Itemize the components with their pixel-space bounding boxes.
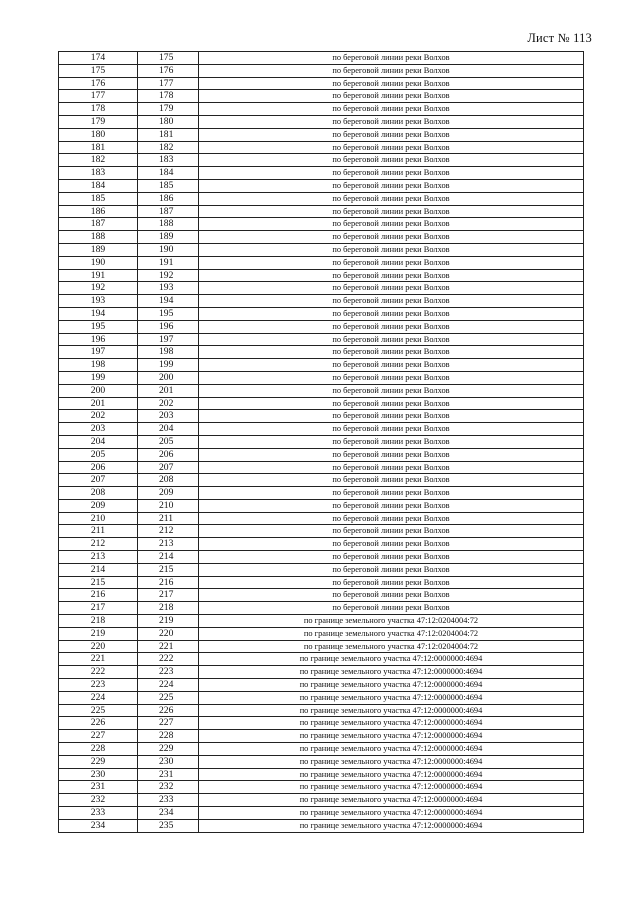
- table-row: [59, 103, 584, 116]
- boundary-description-cell: по береговой линии реки Волхов: [199, 576, 584, 589]
- table-row: [59, 397, 584, 410]
- boundary-description-cell: по береговой линии реки Волхов: [199, 141, 584, 154]
- point-to-cell: 202: [138, 397, 199, 410]
- table-row: [59, 551, 584, 564]
- boundary-description-cell: по береговой линии реки Волхов: [199, 77, 584, 90]
- point-from-cell: 232: [59, 794, 138, 807]
- boundary-description-cell: по границе земельного участка 47:12:0204004:72: [199, 615, 584, 628]
- boundary-description-cell: по границе земельного участка 47:12:0000000:4694: [199, 781, 584, 794]
- point-to-cell: 218: [138, 602, 199, 615]
- table-row: [59, 307, 584, 320]
- boundary-description-cell: по береговой линии реки Волхов: [199, 282, 584, 295]
- point-to-cell: 206: [138, 448, 199, 461]
- point-to-cell: 200: [138, 371, 199, 384]
- point-to-cell: 216: [138, 576, 199, 589]
- point-from-cell: 177: [59, 90, 138, 103]
- table-row: [59, 717, 584, 730]
- point-to-cell: 193: [138, 282, 199, 295]
- table-row: [59, 627, 584, 640]
- boundary-description-cell: по береговой линии реки Волхов: [199, 205, 584, 218]
- boundary-description-cell: по береговой линии реки Волхов: [199, 487, 584, 500]
- point-from-cell: 194: [59, 307, 138, 320]
- table-row: [59, 128, 584, 141]
- boundary-description-cell: по береговой линии реки Волхов: [199, 371, 584, 384]
- table-row: [59, 474, 584, 487]
- boundary-description-cell: по береговой линии реки Волхов: [199, 167, 584, 180]
- point-from-cell: 228: [59, 743, 138, 756]
- point-from-cell: 183: [59, 167, 138, 180]
- point-to-cell: 177: [138, 77, 199, 90]
- point-from-cell: 182: [59, 154, 138, 167]
- point-from-cell: 230: [59, 768, 138, 781]
- table-row: [59, 410, 584, 423]
- boundary-description-cell: по границе земельного участка 47:12:0000000:4694: [199, 743, 584, 756]
- point-to-cell: 219: [138, 615, 199, 628]
- point-from-cell: 218: [59, 615, 138, 628]
- table-row: [59, 256, 584, 269]
- point-from-cell: 217: [59, 602, 138, 615]
- point-from-cell: 204: [59, 435, 138, 448]
- boundary-description-cell: по береговой линии реки Волхов: [199, 461, 584, 474]
- point-to-cell: 185: [138, 179, 199, 192]
- table-row: [59, 295, 584, 308]
- point-to-cell: 178: [138, 90, 199, 103]
- point-to-cell: 189: [138, 231, 199, 244]
- table-row: [59, 499, 584, 512]
- boundary-description-cell: по береговой линии реки Волхов: [199, 103, 584, 116]
- point-from-cell: 200: [59, 384, 138, 397]
- table-row: [59, 192, 584, 205]
- point-to-cell: 209: [138, 487, 199, 500]
- point-from-cell: 220: [59, 640, 138, 653]
- table-row: [59, 615, 584, 628]
- point-to-cell: 179: [138, 103, 199, 116]
- table-row: [59, 704, 584, 717]
- table-row: [59, 115, 584, 128]
- point-from-cell: 227: [59, 730, 138, 743]
- point-to-cell: 213: [138, 538, 199, 551]
- boundary-description-cell: по границе земельного участка 47:12:0000000:4694: [199, 794, 584, 807]
- point-from-cell: 179: [59, 115, 138, 128]
- table-row: [59, 141, 584, 154]
- boundary-description-cell: по береговой линии реки Волхов: [199, 52, 584, 65]
- point-to-cell: 220: [138, 627, 199, 640]
- boundary-description-cell: по границе земельного участка 47:12:0204004:72: [199, 640, 584, 653]
- table-row: [59, 576, 584, 589]
- boundary-description-cell: по береговой линии реки Волхов: [199, 474, 584, 487]
- point-from-cell: 188: [59, 231, 138, 244]
- boundary-description-cell: по границе земельного участка 47:12:0000000:4694: [199, 730, 584, 743]
- boundary-description-cell: по береговой линии реки Волхов: [199, 333, 584, 346]
- boundary-description-cell: по границе земельного участка 47:12:0000000:4694: [199, 691, 584, 704]
- point-to-cell: 228: [138, 730, 199, 743]
- boundary-description-cell: по береговой линии реки Волхов: [199, 602, 584, 615]
- table-row: [59, 653, 584, 666]
- point-from-cell: 185: [59, 192, 138, 205]
- point-from-cell: 226: [59, 717, 138, 730]
- point-from-cell: 221: [59, 653, 138, 666]
- boundary-description-cell: по береговой линии реки Волхов: [199, 64, 584, 77]
- point-to-cell: 235: [138, 819, 199, 832]
- point-from-cell: 216: [59, 589, 138, 602]
- point-to-cell: 205: [138, 435, 199, 448]
- point-from-cell: 208: [59, 487, 138, 500]
- point-from-cell: 233: [59, 807, 138, 820]
- table-row: [59, 461, 584, 474]
- boundary-table: [58, 51, 584, 833]
- point-to-cell: 183: [138, 154, 199, 167]
- point-from-cell: 199: [59, 371, 138, 384]
- point-from-cell: 205: [59, 448, 138, 461]
- table-row: [59, 269, 584, 282]
- point-to-cell: 201: [138, 384, 199, 397]
- point-to-cell: 225: [138, 691, 199, 704]
- point-from-cell: 224: [59, 691, 138, 704]
- boundary-description-cell: по береговой линии реки Волхов: [199, 115, 584, 128]
- boundary-description-cell: по границе земельного участка 47:12:0000000:4694: [199, 653, 584, 666]
- table-row: [59, 231, 584, 244]
- point-to-cell: 215: [138, 563, 199, 576]
- point-to-cell: 217: [138, 589, 199, 602]
- point-from-cell: 219: [59, 627, 138, 640]
- boundary-description-cell: по границе земельного участка 47:12:0000000:4694: [199, 704, 584, 717]
- point-from-cell: 222: [59, 666, 138, 679]
- table-row: [59, 768, 584, 781]
- table-row: [59, 154, 584, 167]
- table-row: [59, 346, 584, 359]
- table-row: [59, 512, 584, 525]
- point-to-cell: 184: [138, 167, 199, 180]
- table-row: [59, 320, 584, 333]
- point-to-cell: 210: [138, 499, 199, 512]
- point-from-cell: 195: [59, 320, 138, 333]
- point-from-cell: 176: [59, 77, 138, 90]
- boundary-description-cell: по береговой линии реки Волхов: [199, 295, 584, 308]
- table-row: [59, 755, 584, 768]
- boundary-description-cell: по береговой линии реки Волхов: [199, 499, 584, 512]
- table-row: [59, 640, 584, 653]
- table-row: [59, 602, 584, 615]
- table-row: [59, 666, 584, 679]
- table-row: [59, 807, 584, 820]
- table-row: [59, 691, 584, 704]
- boundary-table-body: [59, 52, 584, 833]
- table-row: [59, 205, 584, 218]
- boundary-description-cell: по береговой линии реки Волхов: [199, 410, 584, 423]
- point-to-cell: 208: [138, 474, 199, 487]
- boundary-description-cell: по границе земельного участка 47:12:0000000:4694: [199, 819, 584, 832]
- point-from-cell: 187: [59, 218, 138, 231]
- table-row: [59, 435, 584, 448]
- point-from-cell: 210: [59, 512, 138, 525]
- point-from-cell: 215: [59, 576, 138, 589]
- table-row: [59, 730, 584, 743]
- point-from-cell: 213: [59, 551, 138, 564]
- table-row: [59, 243, 584, 256]
- boundary-description-cell: по береговой линии реки Волхов: [199, 551, 584, 564]
- boundary-description-cell: по береговой линии реки Волхов: [199, 218, 584, 231]
- point-from-cell: 178: [59, 103, 138, 116]
- point-from-cell: 180: [59, 128, 138, 141]
- boundary-description-cell: по границе земельного участка 47:12:0000000:4694: [199, 666, 584, 679]
- boundary-description-cell: по береговой линии реки Волхов: [199, 90, 584, 103]
- table-row: [59, 167, 584, 180]
- point-from-cell: 181: [59, 141, 138, 154]
- point-from-cell: 225: [59, 704, 138, 717]
- point-from-cell: 174: [59, 52, 138, 65]
- table-row: [59, 743, 584, 756]
- table-row: [59, 448, 584, 461]
- point-from-cell: 223: [59, 679, 138, 692]
- point-to-cell: 212: [138, 525, 199, 538]
- point-to-cell: 226: [138, 704, 199, 717]
- point-from-cell: 211: [59, 525, 138, 538]
- boundary-description-cell: по береговой линии реки Волхов: [199, 538, 584, 551]
- point-from-cell: 196: [59, 333, 138, 346]
- boundary-description-cell: по береговой линии реки Волхов: [199, 192, 584, 205]
- table-row: [59, 563, 584, 576]
- table-row: [59, 77, 584, 90]
- point-from-cell: 191: [59, 269, 138, 282]
- point-from-cell: 234: [59, 819, 138, 832]
- point-from-cell: 184: [59, 179, 138, 192]
- table-row: [59, 384, 584, 397]
- table-row: [59, 781, 584, 794]
- table-row: [59, 52, 584, 65]
- point-to-cell: 192: [138, 269, 199, 282]
- point-to-cell: 176: [138, 64, 199, 77]
- point-from-cell: 193: [59, 295, 138, 308]
- point-to-cell: 187: [138, 205, 199, 218]
- table-row: [59, 64, 584, 77]
- boundary-description-cell: по границе земельного участка 47:12:0000000:4694: [199, 755, 584, 768]
- boundary-description-cell: по береговой линии реки Волхов: [199, 384, 584, 397]
- point-to-cell: 195: [138, 307, 199, 320]
- point-from-cell: 229: [59, 755, 138, 768]
- point-to-cell: 232: [138, 781, 199, 794]
- sheet-number: Лист № 113: [527, 31, 592, 45]
- point-to-cell: 186: [138, 192, 199, 205]
- point-from-cell: 197: [59, 346, 138, 359]
- boundary-description-cell: по береговой линии реки Волхов: [199, 397, 584, 410]
- point-to-cell: 191: [138, 256, 199, 269]
- point-to-cell: 211: [138, 512, 199, 525]
- boundary-description-cell: по береговой линии реки Волхов: [199, 359, 584, 372]
- point-to-cell: 199: [138, 359, 199, 372]
- table-row: [59, 525, 584, 538]
- boundary-description-cell: по границе земельного участка 47:12:0000000:4694: [199, 717, 584, 730]
- point-from-cell: 209: [59, 499, 138, 512]
- point-to-cell: 231: [138, 768, 199, 781]
- table-row: [59, 794, 584, 807]
- point-to-cell: 222: [138, 653, 199, 666]
- boundary-description-cell: по береговой линии реки Волхов: [199, 154, 584, 167]
- point-to-cell: 207: [138, 461, 199, 474]
- boundary-description-cell: по береговой линии реки Волхов: [199, 320, 584, 333]
- table-row: [59, 371, 584, 384]
- point-to-cell: 230: [138, 755, 199, 768]
- boundary-description-cell: по береговой линии реки Волхов: [199, 589, 584, 602]
- table-row: [59, 819, 584, 832]
- point-from-cell: 212: [59, 538, 138, 551]
- point-to-cell: 175: [138, 52, 199, 65]
- table-row: [59, 589, 584, 602]
- table-row: [59, 90, 584, 103]
- boundary-description-cell: по береговой линии реки Волхов: [199, 448, 584, 461]
- point-from-cell: 214: [59, 563, 138, 576]
- boundary-description-cell: по границе земельного участка 47:12:0000000:4694: [199, 807, 584, 820]
- table-row: [59, 423, 584, 436]
- point-from-cell: 186: [59, 205, 138, 218]
- table-row: [59, 179, 584, 192]
- point-to-cell: 197: [138, 333, 199, 346]
- point-from-cell: 207: [59, 474, 138, 487]
- boundary-description-cell: по береговой линии реки Волхов: [199, 256, 584, 269]
- boundary-description-cell: по границе земельного участка 47:12:0000000:4694: [199, 679, 584, 692]
- point-from-cell: 201: [59, 397, 138, 410]
- boundary-description-cell: по береговой линии реки Волхов: [199, 128, 584, 141]
- point-to-cell: 188: [138, 218, 199, 231]
- point-from-cell: 203: [59, 423, 138, 436]
- point-to-cell: 204: [138, 423, 199, 436]
- point-to-cell: 180: [138, 115, 199, 128]
- point-to-cell: 229: [138, 743, 199, 756]
- table-row: [59, 333, 584, 346]
- point-to-cell: 182: [138, 141, 199, 154]
- point-to-cell: 221: [138, 640, 199, 653]
- point-to-cell: 203: [138, 410, 199, 423]
- boundary-description-cell: по береговой линии реки Волхов: [199, 435, 584, 448]
- boundary-description-cell: по границе земельного участка 47:12:0204004:72: [199, 627, 584, 640]
- point-from-cell: 206: [59, 461, 138, 474]
- boundary-description-cell: по береговой линии реки Волхов: [199, 512, 584, 525]
- boundary-description-cell: по береговой линии реки Волхов: [199, 423, 584, 436]
- point-to-cell: 190: [138, 243, 199, 256]
- point-from-cell: 192: [59, 282, 138, 295]
- table-row: [59, 218, 584, 231]
- point-to-cell: 227: [138, 717, 199, 730]
- point-from-cell: 198: [59, 359, 138, 372]
- table-row: [59, 679, 584, 692]
- point-from-cell: 190: [59, 256, 138, 269]
- point-to-cell: 194: [138, 295, 199, 308]
- table-row: [59, 538, 584, 551]
- boundary-description-cell: по береговой линии реки Волхов: [199, 525, 584, 538]
- table-row: [59, 359, 584, 372]
- point-from-cell: 175: [59, 64, 138, 77]
- point-to-cell: 198: [138, 346, 199, 359]
- point-to-cell: 223: [138, 666, 199, 679]
- boundary-description-cell: по береговой линии реки Волхов: [199, 231, 584, 244]
- boundary-description-cell: по границе земельного участка 47:12:0000000:4694: [199, 768, 584, 781]
- point-from-cell: 202: [59, 410, 138, 423]
- boundary-description-cell: по береговой линии реки Волхов: [199, 346, 584, 359]
- point-to-cell: 181: [138, 128, 199, 141]
- point-to-cell: 196: [138, 320, 199, 333]
- boundary-description-cell: по береговой линии реки Волхов: [199, 243, 584, 256]
- table-row: [59, 282, 584, 295]
- point-from-cell: 231: [59, 781, 138, 794]
- point-from-cell: 189: [59, 243, 138, 256]
- point-to-cell: 234: [138, 807, 199, 820]
- point-to-cell: 214: [138, 551, 199, 564]
- boundary-description-cell: по береговой линии реки Волхов: [199, 563, 584, 576]
- boundary-description-cell: по береговой линии реки Волхов: [199, 269, 584, 282]
- table-row: [59, 487, 584, 500]
- point-to-cell: 233: [138, 794, 199, 807]
- point-to-cell: 224: [138, 679, 199, 692]
- boundary-description-cell: по береговой линии реки Волхов: [199, 179, 584, 192]
- boundary-description-cell: по береговой линии реки Волхов: [199, 307, 584, 320]
